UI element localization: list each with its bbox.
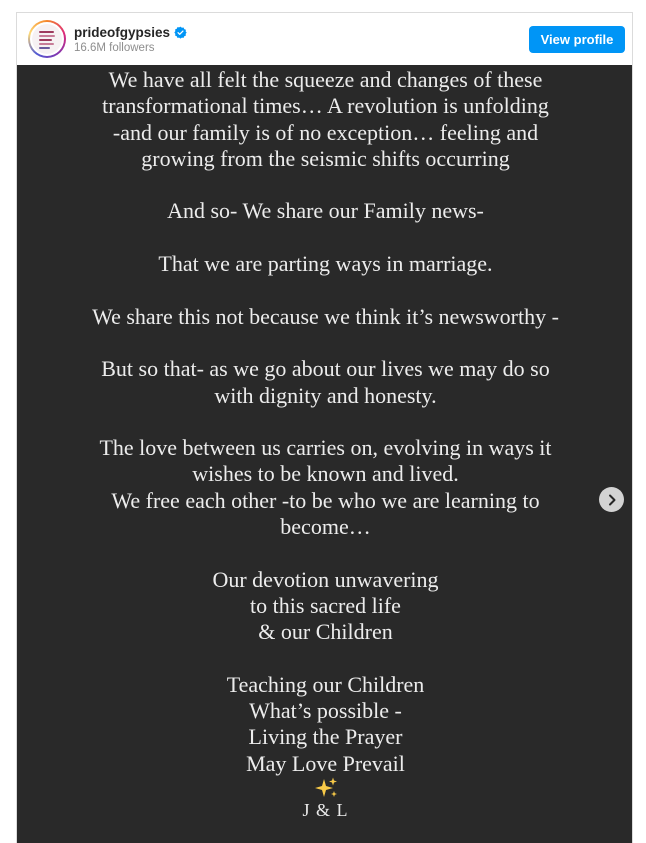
text-line: We have all felt the squeeze and changes of these xyxy=(108,67,543,92)
avatar[interactable] xyxy=(28,20,66,58)
paragraph xyxy=(17,672,633,777)
username-link[interactable]: prideofgypsies xyxy=(74,25,171,40)
text-line: growing from the seismic shifts occurring xyxy=(141,145,510,171)
text-line: Living the Prayer xyxy=(248,724,403,750)
follower-count: 16.6M followers xyxy=(74,42,155,54)
text-line: Teaching our Children xyxy=(226,671,425,697)
text-line: & our Children xyxy=(258,619,393,645)
text-line: wishes to be known and lived. xyxy=(192,461,459,487)
text-line: transformational times… A revolution is unfolding xyxy=(102,93,549,119)
text-line: to this sacred life xyxy=(250,592,401,618)
next-slide-button[interactable] xyxy=(599,487,624,512)
post-header xyxy=(17,13,632,65)
text-line: Our devotion unwavering xyxy=(212,566,439,592)
text-line: We free each other -to be who we are learning to xyxy=(111,487,540,513)
text-line: become… xyxy=(280,514,371,540)
paragraph xyxy=(17,356,633,409)
text-line: We share this not because we think it’s newsworthy - xyxy=(92,303,559,329)
paragraph xyxy=(17,198,633,224)
chevron-right-icon xyxy=(606,494,618,506)
paragraph xyxy=(17,435,633,540)
view-profile-button[interactable]: View profile xyxy=(529,26,625,53)
text-line: with dignity and honesty. xyxy=(214,382,437,408)
paragraph xyxy=(17,304,633,330)
instagram-embed-card xyxy=(16,12,633,843)
paragraph xyxy=(17,567,633,646)
text-line: That we are parting ways in marriage. xyxy=(158,251,493,277)
announcement-text xyxy=(17,67,633,820)
text-line: And so- We share our Family news- xyxy=(167,198,484,224)
paragraph xyxy=(17,67,633,172)
avatar-image xyxy=(30,22,64,56)
signature xyxy=(17,777,633,820)
text-line: The love between us carries on, evolving in ways it xyxy=(99,435,552,461)
text-line: What’s possible - xyxy=(249,698,402,724)
signature-text: J & L xyxy=(302,800,349,821)
paragraph xyxy=(17,251,633,277)
verified-badge-icon xyxy=(174,26,187,39)
sparkles-icon xyxy=(313,777,339,799)
username-row xyxy=(74,25,187,40)
text-line: But so that- as we go about our lives we may do so xyxy=(101,356,550,382)
text-line: -and our family is of no exception… feeling and xyxy=(112,119,539,145)
post-image[interactable] xyxy=(17,65,633,843)
text-line: May Love Prevail xyxy=(246,750,405,776)
avatar-logo-icon xyxy=(32,24,62,54)
